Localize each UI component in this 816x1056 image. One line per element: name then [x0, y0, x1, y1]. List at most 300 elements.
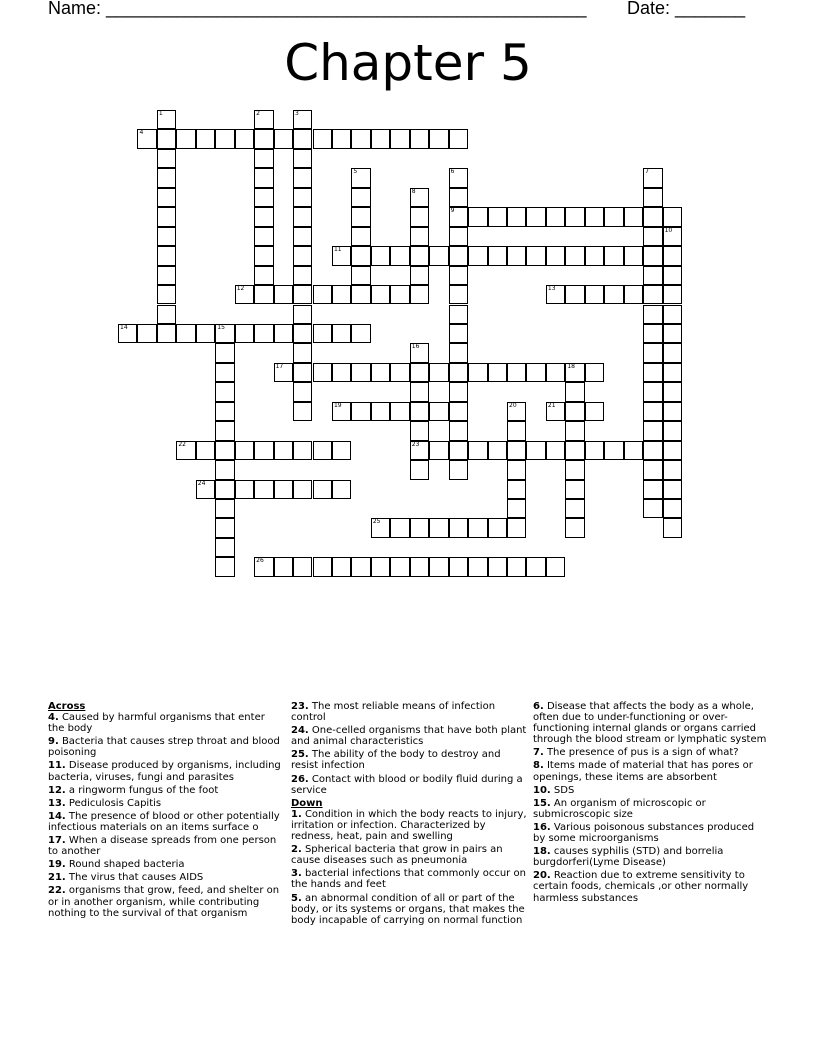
- grid-cell[interactable]: [390, 518, 409, 537]
- grid-cell[interactable]: [293, 207, 312, 226]
- grid-cell[interactable]: [254, 285, 273, 304]
- grid-cell[interactable]: [663, 285, 682, 304]
- grid-cell[interactable]: [663, 227, 682, 246]
- grid-cell[interactable]: [235, 285, 254, 304]
- grid-cell[interactable]: [488, 441, 507, 460]
- grid-cell[interactable]: [604, 207, 623, 226]
- grid-cell[interactable]: [585, 363, 604, 382]
- grid-cell[interactable]: [643, 266, 662, 285]
- grid-cell[interactable]: [293, 343, 312, 362]
- grid-cell[interactable]: [313, 129, 332, 148]
- grid-cell[interactable]: [293, 266, 312, 285]
- grid-cell[interactable]: [449, 421, 468, 440]
- grid-cell[interactable]: [351, 207, 370, 226]
- grid-cell[interactable]: [604, 441, 623, 460]
- grid-cell[interactable]: [215, 499, 234, 518]
- grid-cell[interactable]: [332, 557, 351, 576]
- clue-number: 8: [411, 187, 416, 195]
- grid-cell[interactable]: [429, 363, 448, 382]
- clue: [291, 725, 527, 747]
- grid-cell[interactable]: [663, 246, 682, 265]
- grid-cell[interactable]: [449, 266, 468, 285]
- grid-cell[interactable]: [313, 557, 332, 576]
- grid-cell[interactable]: [565, 207, 584, 226]
- grid-cell[interactable]: [176, 129, 195, 148]
- grid-cell[interactable]: [468, 441, 487, 460]
- grid-cell[interactable]: [663, 480, 682, 499]
- grid-cell[interactable]: [215, 382, 234, 401]
- grid-cell[interactable]: [565, 382, 584, 401]
- grid-cell[interactable]: [410, 207, 429, 226]
- grid-cell[interactable]: [663, 421, 682, 440]
- grid-cell[interactable]: [643, 363, 662, 382]
- clue-text: an abnormal condition of all or part of the body, or its systems or organs, that makes the body incapable of carrying on normal function: [291, 892, 525, 926]
- grid-cell[interactable]: [468, 207, 487, 226]
- grid-cell[interactable]: [526, 246, 545, 265]
- grid-cell[interactable]: [643, 343, 662, 362]
- grid-cell[interactable]: [449, 557, 468, 576]
- grid-cell[interactable]: [274, 441, 293, 460]
- grid-cell[interactable]: [332, 246, 351, 265]
- grid-cell[interactable]: [215, 480, 234, 499]
- clue-number-label: 5.: [291, 892, 302, 904]
- grid-cell[interactable]: [371, 557, 390, 576]
- grid-cell[interactable]: [643, 168, 662, 187]
- grid-cell[interactable]: [351, 324, 370, 343]
- grid-cell[interactable]: [468, 246, 487, 265]
- grid-cell[interactable]: [507, 402, 526, 421]
- grid-cell[interactable]: [507, 246, 526, 265]
- grid-cell[interactable]: [371, 518, 390, 537]
- grid-cell[interactable]: [643, 285, 662, 304]
- grid-cell[interactable]: [410, 363, 429, 382]
- grid-cell[interactable]: [293, 402, 312, 421]
- grid-cell[interactable]: [663, 460, 682, 479]
- grid-cell[interactable]: [488, 246, 507, 265]
- grid-cell[interactable]: [196, 480, 215, 499]
- grid-cell[interactable]: [410, 188, 429, 207]
- clue-text: organisms that grow, feed, and shelter on or in another organism, while contributing nothing to the survival of that organism: [48, 885, 280, 919]
- grid-cell[interactable]: [643, 441, 662, 460]
- grid-cell[interactable]: [254, 441, 273, 460]
- grid-cell[interactable]: [215, 343, 234, 362]
- grid-cell[interactable]: [410, 518, 429, 537]
- clue: [48, 872, 284, 883]
- grid-cell[interactable]: [624, 441, 643, 460]
- grid-cell[interactable]: [332, 402, 351, 421]
- grid-cell[interactable]: [351, 266, 370, 285]
- grid-cell[interactable]: [390, 285, 409, 304]
- grid-cell[interactable]: [429, 518, 448, 537]
- grid-cell[interactable]: [643, 188, 662, 207]
- grid-cell[interactable]: [449, 207, 468, 226]
- grid-cell[interactable]: [468, 363, 487, 382]
- grid-cell[interactable]: [663, 305, 682, 324]
- grid-cell[interactable]: [254, 129, 273, 148]
- grid-cell[interactable]: [215, 557, 234, 576]
- grid-cell[interactable]: [157, 266, 176, 285]
- grid-cell[interactable]: [526, 557, 545, 576]
- grid-cell[interactable]: [565, 518, 584, 537]
- grid-cell[interactable]: [643, 227, 662, 246]
- grid-cell[interactable]: [429, 557, 448, 576]
- grid-cell[interactable]: [215, 441, 234, 460]
- grid-cell[interactable]: [254, 110, 273, 129]
- grid-cell[interactable]: [332, 129, 351, 148]
- grid-cell[interactable]: [643, 499, 662, 518]
- grid-cell[interactable]: [507, 363, 526, 382]
- grid-cell[interactable]: [663, 499, 682, 518]
- grid-cell[interactable]: [449, 285, 468, 304]
- grid-cell[interactable]: [429, 246, 448, 265]
- grid-cell[interactable]: [449, 402, 468, 421]
- clue: [48, 798, 284, 809]
- grid-cell[interactable]: [565, 246, 584, 265]
- clue-text: The most reliable means of infection control: [291, 701, 496, 724]
- grid-cell[interactable]: [157, 110, 176, 129]
- grid-cell[interactable]: [293, 168, 312, 187]
- grid-cell[interactable]: [313, 480, 332, 499]
- grid-cell[interactable]: [157, 305, 176, 324]
- grid-cell[interactable]: [410, 441, 429, 460]
- grid-cell[interactable]: [449, 246, 468, 265]
- grid-cell[interactable]: [410, 557, 429, 576]
- grid-cell[interactable]: [546, 402, 565, 421]
- grid-cell[interactable]: [196, 129, 215, 148]
- grid-cell[interactable]: [488, 207, 507, 226]
- clue-text: Bacteria that causes strep throat and blood poisoning: [48, 736, 280, 759]
- grid-cell[interactable]: [565, 285, 584, 304]
- grid-cell[interactable]: [371, 363, 390, 382]
- grid-cell[interactable]: [643, 421, 662, 440]
- grid-cell[interactable]: [157, 168, 176, 187]
- grid-cell[interactable]: [565, 480, 584, 499]
- clue-number: 15: [217, 323, 225, 331]
- grid-cell[interactable]: [254, 207, 273, 226]
- grid-cell[interactable]: [507, 480, 526, 499]
- grid-cell[interactable]: [351, 227, 370, 246]
- grid-cell[interactable]: [293, 382, 312, 401]
- grid-cell[interactable]: [332, 324, 351, 343]
- grid-cell[interactable]: [663, 402, 682, 421]
- grid-cell[interactable]: [274, 324, 293, 343]
- grid-cell[interactable]: [663, 207, 682, 226]
- grid-cell[interactable]: [274, 480, 293, 499]
- grid-cell[interactable]: [137, 129, 156, 148]
- clue-number-label: 14.: [48, 810, 66, 822]
- grid-cell[interactable]: [624, 285, 643, 304]
- grid-cell[interactable]: [254, 246, 273, 265]
- grid-cell[interactable]: [390, 363, 409, 382]
- grid-cell[interactable]: [371, 129, 390, 148]
- grid-cell[interactable]: [663, 266, 682, 285]
- grid-cell[interactable]: [157, 285, 176, 304]
- grid-cell[interactable]: [429, 402, 448, 421]
- grid-cell[interactable]: [313, 324, 332, 343]
- grid-cell[interactable]: [410, 343, 429, 362]
- grid-cell[interactable]: [351, 246, 370, 265]
- grid-cell[interactable]: [410, 421, 429, 440]
- grid-cell[interactable]: [293, 227, 312, 246]
- grid-cell[interactable]: [157, 188, 176, 207]
- grid-cell[interactable]: [371, 246, 390, 265]
- grid-cell[interactable]: [293, 246, 312, 265]
- grid-cell[interactable]: [215, 402, 234, 421]
- grid-cell[interactable]: [157, 129, 176, 148]
- grid-cell[interactable]: [293, 441, 312, 460]
- grid-cell[interactable]: [643, 460, 662, 479]
- grid-cell[interactable]: [546, 557, 565, 576]
- grid-cell[interactable]: [254, 227, 273, 246]
- grid-cell[interactable]: [390, 402, 409, 421]
- grid-cell[interactable]: [565, 441, 584, 460]
- grid-cell[interactable]: [663, 363, 682, 382]
- clue-number: 17: [275, 362, 284, 370]
- grid-cell[interactable]: [449, 343, 468, 362]
- grid-cell[interactable]: [313, 363, 332, 382]
- clue-number-label: 1.: [291, 808, 302, 820]
- grid-cell[interactable]: [410, 285, 429, 304]
- grid-cell[interactable]: [313, 285, 332, 304]
- clue-number-label: 22.: [48, 885, 66, 897]
- clue-text: The presence of blood or other potentially infectious materials on an items surface o: [48, 810, 280, 833]
- grid-cell[interactable]: [507, 518, 526, 537]
- grid-cell[interactable]: [176, 441, 195, 460]
- grid-cell[interactable]: [274, 129, 293, 148]
- grid-cell[interactable]: [507, 421, 526, 440]
- grid-cell[interactable]: [235, 129, 254, 148]
- grid-cell[interactable]: [215, 129, 234, 148]
- grid-cell[interactable]: [507, 499, 526, 518]
- grid-cell[interactable]: [293, 149, 312, 168]
- grid-cell[interactable]: [663, 518, 682, 537]
- grid-cell[interactable]: [546, 441, 565, 460]
- clue-number-label: 9.: [48, 736, 59, 748]
- clue-number-label: 7.: [533, 747, 544, 759]
- grid-cell[interactable]: [488, 518, 507, 537]
- grid-cell[interactable]: [293, 363, 312, 382]
- grid-cell[interactable]: [585, 207, 604, 226]
- clue-text: One-celled organisms that have both plant and animal characteristics: [291, 725, 527, 748]
- grid-cell[interactable]: [526, 441, 545, 460]
- grid-cell[interactable]: [449, 168, 468, 187]
- grid-cell[interactable]: [235, 324, 254, 343]
- grid-cell[interactable]: [293, 285, 312, 304]
- grid-cell[interactable]: [390, 557, 409, 576]
- clue: [291, 774, 527, 796]
- grid-cell[interactable]: [157, 227, 176, 246]
- grid-cell[interactable]: [332, 480, 351, 499]
- grid-cell[interactable]: [643, 382, 662, 401]
- clue-number: 26: [256, 557, 264, 565]
- grid-cell[interactable]: [449, 324, 468, 343]
- grid-cell[interactable]: [585, 441, 604, 460]
- grid-cell[interactable]: [390, 129, 409, 148]
- grid-cell[interactable]: [507, 557, 526, 576]
- grid-cell[interactable]: [624, 207, 643, 226]
- grid-cell[interactable]: [215, 460, 234, 479]
- clue-number-label: 15.: [533, 797, 551, 809]
- grid-cell[interactable]: [332, 363, 351, 382]
- grid-cell[interactable]: [643, 324, 662, 343]
- grid-cell[interactable]: [546, 246, 565, 265]
- clue: [533, 846, 769, 868]
- grid-cell[interactable]: [585, 285, 604, 304]
- grid-cell[interactable]: [274, 363, 293, 382]
- grid-cell[interactable]: [293, 480, 312, 499]
- grid-cell[interactable]: [663, 343, 682, 362]
- grid-cell[interactable]: [546, 207, 565, 226]
- grid-cell[interactable]: [254, 266, 273, 285]
- grid-cell[interactable]: [449, 363, 468, 382]
- grid-cell[interactable]: [643, 305, 662, 324]
- grid-cell[interactable]: [371, 402, 390, 421]
- grid-cell[interactable]: [663, 382, 682, 401]
- grid-cell[interactable]: [254, 168, 273, 187]
- grid-cell[interactable]: [254, 149, 273, 168]
- grid-cell[interactable]: [565, 363, 584, 382]
- grid-cell[interactable]: [196, 441, 215, 460]
- grid-cell[interactable]: [565, 460, 584, 479]
- grid-cell[interactable]: [235, 480, 254, 499]
- clue: [533, 785, 769, 796]
- clue-number-label: 3.: [291, 868, 302, 880]
- page-title: Chapter 5: [284, 34, 532, 92]
- grid-cell[interactable]: [254, 557, 273, 576]
- grid-cell[interactable]: [643, 246, 662, 265]
- grid-cell[interactable]: [585, 402, 604, 421]
- grid-cell[interactable]: [390, 246, 409, 265]
- grid-cell[interactable]: [351, 188, 370, 207]
- grid-cell[interactable]: [157, 207, 176, 226]
- grid-cell[interactable]: [137, 324, 156, 343]
- grid-cell[interactable]: [643, 207, 662, 226]
- grid-cell[interactable]: [196, 324, 215, 343]
- grid-cell[interactable]: [468, 518, 487, 537]
- grid-cell[interactable]: [604, 246, 623, 265]
- grid-cell[interactable]: [488, 557, 507, 576]
- grid-cell[interactable]: [565, 402, 584, 421]
- grid-cell[interactable]: [410, 402, 429, 421]
- grid-cell[interactable]: [215, 363, 234, 382]
- grid-cell[interactable]: [351, 557, 370, 576]
- grid-cell[interactable]: [410, 382, 429, 401]
- grid-cell[interactable]: [313, 441, 332, 460]
- grid-cell[interactable]: [293, 324, 312, 343]
- grid-cell[interactable]: [351, 129, 370, 148]
- grid-cell[interactable]: [546, 363, 565, 382]
- grid-cell[interactable]: [293, 129, 312, 148]
- clue: [291, 749, 527, 771]
- clue: [533, 760, 769, 782]
- grid-cell[interactable]: [565, 499, 584, 518]
- grid-cell[interactable]: [449, 382, 468, 401]
- grid-cell[interactable]: [293, 557, 312, 576]
- grid-cell[interactable]: [332, 285, 351, 304]
- clue-number: 20: [509, 401, 517, 409]
- grid-cell[interactable]: [585, 246, 604, 265]
- grid-cell[interactable]: [663, 324, 682, 343]
- grid-cell[interactable]: [643, 402, 662, 421]
- grid-cell[interactable]: [410, 460, 429, 479]
- grid-cell[interactable]: [157, 324, 176, 343]
- grid-cell[interactable]: [176, 324, 195, 343]
- grid-cell[interactable]: [449, 518, 468, 537]
- grid-cell[interactable]: [215, 538, 234, 557]
- grid-cell[interactable]: [351, 402, 370, 421]
- grid-cell[interactable]: [118, 324, 137, 343]
- grid-cell[interactable]: [449, 441, 468, 460]
- clue-number: 11: [333, 246, 342, 254]
- grid-cell[interactable]: [157, 246, 176, 265]
- grid-cell[interactable]: [332, 441, 351, 460]
- clue: [533, 822, 769, 844]
- grid-cell[interactable]: [293, 305, 312, 324]
- grid-cell[interactable]: [507, 207, 526, 226]
- grid-cell[interactable]: [215, 518, 234, 537]
- grid-cell[interactable]: [604, 285, 623, 304]
- grid-cell[interactable]: [488, 363, 507, 382]
- grid-cell[interactable]: [429, 129, 448, 148]
- grid-cell[interactable]: [546, 285, 565, 304]
- grid-cell[interactable]: [507, 460, 526, 479]
- grid-cell[interactable]: [624, 246, 643, 265]
- grid-cell[interactable]: [293, 188, 312, 207]
- grid-cell[interactable]: [507, 441, 526, 460]
- grid-cell[interactable]: [293, 110, 312, 129]
- grid-cell[interactable]: [663, 441, 682, 460]
- grid-cell[interactable]: [351, 285, 370, 304]
- grid-cell[interactable]: [526, 207, 545, 226]
- clue-number: 19: [333, 401, 342, 409]
- grid-cell[interactable]: [215, 421, 234, 440]
- grid-cell[interactable]: [254, 324, 273, 343]
- grid-cell[interactable]: [215, 324, 234, 343]
- clues-column-3: [533, 701, 769, 906]
- grid-cell[interactable]: [449, 305, 468, 324]
- grid-cell[interactable]: [274, 557, 293, 576]
- clue: [48, 859, 284, 870]
- grid-cell[interactable]: [371, 285, 390, 304]
- clue: [48, 835, 284, 857]
- grid-cell[interactable]: [254, 480, 273, 499]
- grid-cell[interactable]: [449, 129, 468, 148]
- grid-cell[interactable]: [351, 168, 370, 187]
- grid-cell[interactable]: [410, 227, 429, 246]
- grid-cell[interactable]: [449, 227, 468, 246]
- clue-number-label: 11.: [48, 760, 66, 772]
- grid-cell[interactable]: [254, 188, 273, 207]
- grid-cell[interactable]: [643, 480, 662, 499]
- grid-cell[interactable]: [449, 188, 468, 207]
- grid-cell[interactable]: [274, 285, 293, 304]
- clue-text: When a disease spreads from one person to another: [48, 835, 277, 858]
- grid-cell[interactable]: [565, 421, 584, 440]
- grid-cell[interactable]: [410, 266, 429, 285]
- grid-cell[interactable]: [351, 363, 370, 382]
- grid-cell[interactable]: [410, 129, 429, 148]
- grid-cell[interactable]: [468, 557, 487, 576]
- grid-cell[interactable]: [235, 441, 254, 460]
- grid-cell[interactable]: [526, 363, 545, 382]
- date-field: Date: _______: [627, 0, 746, 18]
- grid-cell[interactable]: [157, 149, 176, 168]
- grid-cell[interactable]: [429, 441, 448, 460]
- grid-cell[interactable]: [449, 460, 468, 479]
- clue-number: 9: [450, 207, 455, 215]
- grid-cell[interactable]: [410, 246, 429, 265]
- clue-number-label: 17.: [48, 835, 66, 847]
